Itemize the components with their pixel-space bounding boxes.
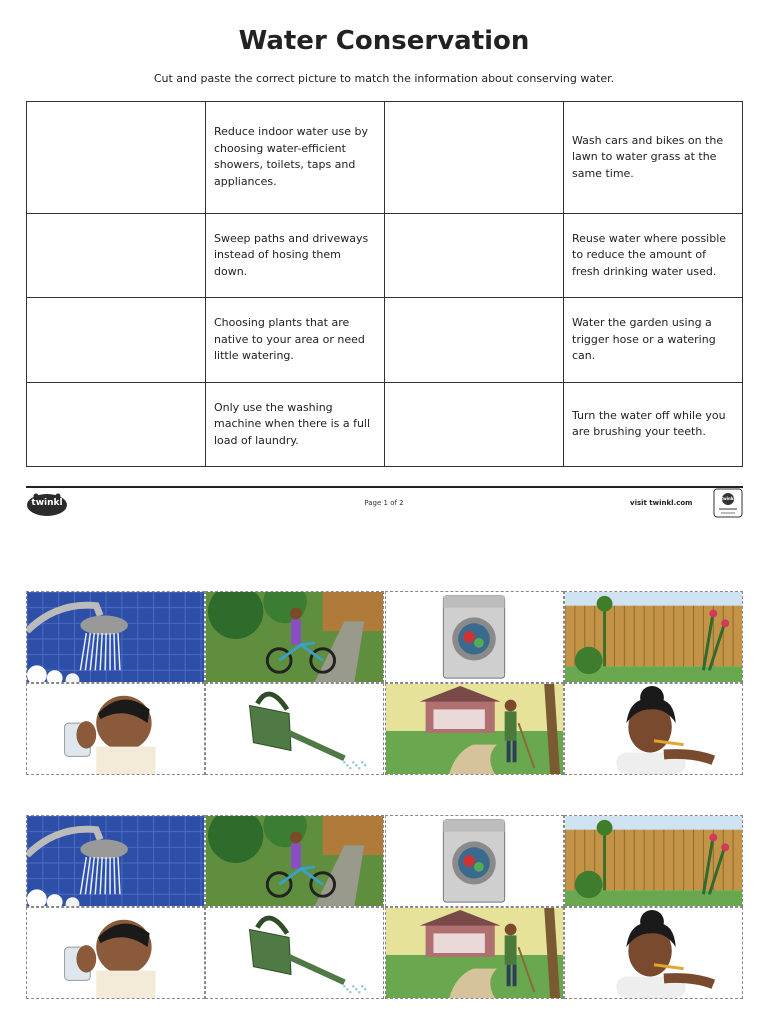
table-row	[27, 213, 743, 297]
picture-slot[interactable]	[27, 298, 206, 382]
girl-brushing-teeth-icon	[565, 684, 742, 774]
garden-fence-plants-icon	[565, 816, 742, 906]
cutout-card[interactable]	[26, 815, 205, 907]
info-text: Only use the washing machine when there is a full load of laundry.	[206, 382, 385, 466]
cutout-card-set	[26, 591, 743, 775]
cutout-card[interactable]	[564, 591, 743, 683]
watering-can-icon	[206, 908, 383, 998]
cutout-card[interactable]	[385, 591, 564, 683]
cutout-card-set	[26, 815, 743, 999]
cutout-card[interactable]	[385, 907, 564, 999]
cutout-card[interactable]	[564, 815, 743, 907]
footer-divider	[26, 486, 743, 488]
man-sweeping-path-icon	[386, 908, 563, 998]
info-text: Sweep paths and driveways instead of hosing them down.	[206, 213, 385, 297]
picture-slot[interactable]	[385, 298, 564, 382]
washing-machine-icon	[386, 816, 563, 906]
girl-brushing-teeth-icon	[565, 908, 742, 998]
washing-machine-icon	[386, 592, 563, 682]
picture-slot[interactable]	[27, 382, 206, 466]
info-text: Wash cars and bikes on the lawn to water grass at the same time.	[564, 102, 743, 214]
shower-icon	[27, 592, 204, 682]
picture-slot[interactable]	[385, 382, 564, 466]
picture-slot[interactable]	[27, 102, 206, 214]
table-row	[27, 298, 743, 382]
child-with-bike-icon	[206, 592, 383, 682]
man-sweeping-path-icon	[386, 684, 563, 774]
visit-link[interactable]: visit twinkl.com	[630, 499, 693, 507]
quality-badge-icon	[713, 488, 743, 518]
cutout-card[interactable]	[205, 907, 384, 999]
cutout-card[interactable]	[26, 907, 205, 999]
cutout-card[interactable]	[26, 591, 205, 683]
info-text: Reuse water where possible to reduce the amount of fresh drinking water used.	[564, 213, 743, 297]
info-text: Choosing plants that are native to your area or need little watering.	[206, 298, 385, 382]
watering-can-icon	[206, 684, 383, 774]
picture-slot[interactable]	[385, 102, 564, 214]
table-row	[27, 382, 743, 466]
cutout-card[interactable]	[26, 683, 205, 775]
picture-slot[interactable]	[27, 213, 206, 297]
cutout-card[interactable]	[564, 683, 743, 775]
cutout-card[interactable]	[205, 815, 384, 907]
info-text: Turn the water off while you are brushing your teeth.	[564, 382, 743, 466]
page-number: Page 1 of 2	[364, 499, 404, 507]
garden-fence-plants-icon	[565, 592, 742, 682]
cutout-card[interactable]	[564, 907, 743, 999]
info-text: Water the garden using a trigger hose or a watering can.	[564, 298, 743, 382]
child-with-bike-icon	[206, 816, 383, 906]
matching-table	[26, 101, 743, 467]
logo-text: twinkl	[31, 498, 63, 508]
info-text: Reduce indoor water use by choosing water-efficient showers, toilets, taps and appliances.	[206, 102, 385, 214]
picture-slot[interactable]	[385, 213, 564, 297]
child-drinking-icon	[27, 908, 204, 998]
cutout-card[interactable]	[205, 683, 384, 775]
cutout-card[interactable]	[385, 815, 564, 907]
cutout-card[interactable]	[385, 683, 564, 775]
child-drinking-icon	[27, 684, 204, 774]
instruction-text: Cut and paste the correct picture to match the information about conserving water.	[153, 72, 615, 85]
page-title: Water Conservation	[238, 26, 530, 56]
badge-text: twinkl	[721, 496, 735, 501]
shower-icon	[27, 816, 204, 906]
cutout-card[interactable]	[205, 591, 384, 683]
table-row	[27, 102, 743, 214]
